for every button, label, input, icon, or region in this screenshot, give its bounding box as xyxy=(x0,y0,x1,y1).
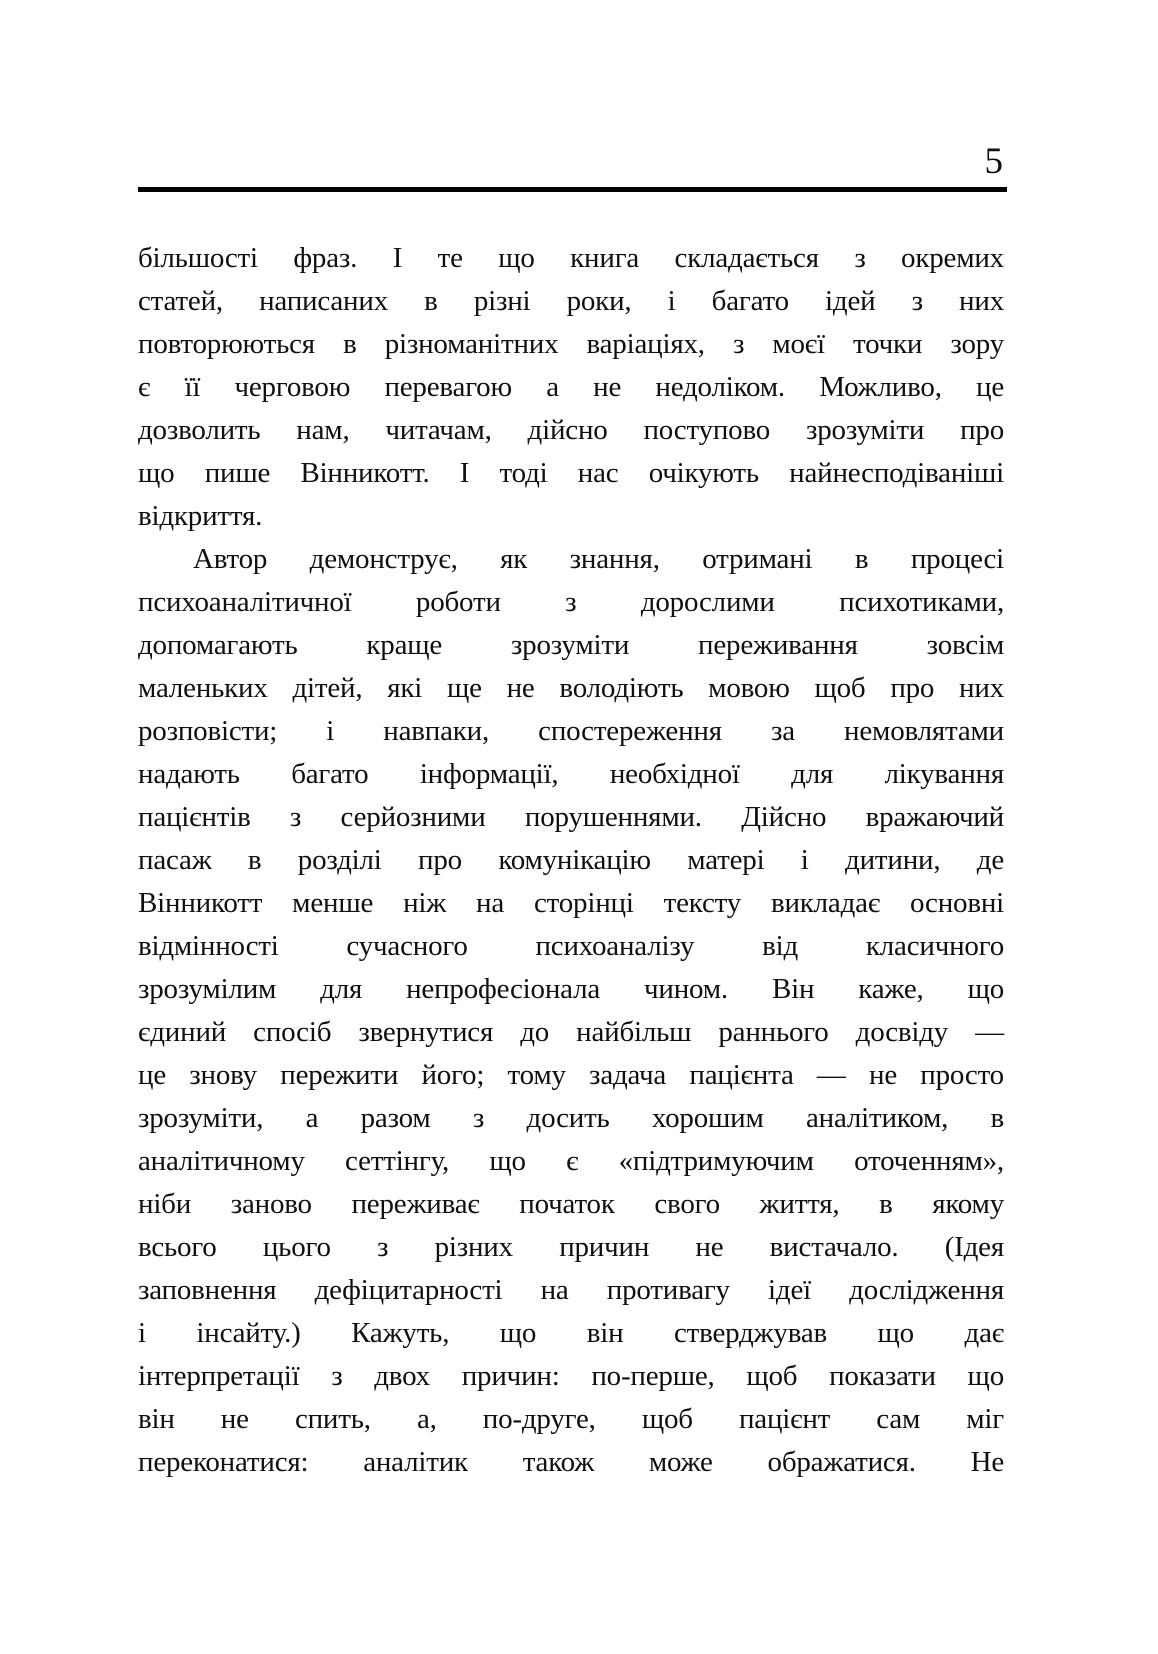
page-text xyxy=(138,237,1004,1484)
text-line: повторюються в різноманітних варіаціях, з моєї точки зору xyxy=(138,328,1004,360)
text-line: відмінності сучасного психоаналізу від класичного xyxy=(138,930,1004,962)
text-line: єдиний спосіб звернутися до найбільш раннього досвіду — xyxy=(138,1016,1004,1048)
text-line: надають багато інформації, необхідної для лікування xyxy=(138,758,1004,790)
text-line: зрозуміти, а разом з досить хорошим аналітиком, в xyxy=(138,1102,1004,1134)
text-line: зрозумілим для непрофесіонала чином. Він каже, що xyxy=(138,973,1004,1005)
text-line: психоаналітичної роботи з дорослими психотиками, xyxy=(138,586,1004,618)
text-line: він не спить, а, по-друге, щоб пацієнт сам міг xyxy=(138,1403,1004,1435)
text-line: є її черговою перевагою а не недоліком. Можливо, це xyxy=(138,371,1004,403)
text-line: маленьких дітей, які ще не володіють мовою щоб про них xyxy=(138,672,1004,704)
text-line: статей, написаних в різні роки, і багато ідей з них xyxy=(138,285,1004,317)
page-number: 5 xyxy=(984,141,1003,182)
text-line: всього цього з різних причин не вистачало. (Ідея xyxy=(138,1231,1004,1263)
paragraph xyxy=(138,237,1004,538)
text-line: заповнення дефіцитарності на противагу ідеї дослідження xyxy=(138,1274,1004,1306)
text-line: більшості фраз. І те що книга складається з окремих xyxy=(138,242,1004,274)
text-line: аналітичному сеттінгу, що є «підтримуючим оточенням», xyxy=(138,1145,1004,1177)
text-line: пацієнтів з серйозними порушеннями. Дійсно вражаючий xyxy=(138,801,1004,833)
text-line: пасаж в розділі про комунікацію матері і дитини, де xyxy=(138,844,1004,876)
text-line: Вінникотт менше ніж на сторінці тексту викладає основні xyxy=(138,887,1004,919)
text-line: відкриття. xyxy=(138,500,263,532)
text-line: допомагають краще зрозуміти переживання зовсім xyxy=(138,629,1004,661)
header-rule xyxy=(138,187,1007,192)
text-line: це знову пережити його; тому задача пацієнта — не просто xyxy=(138,1059,1004,1091)
text-line: переконатися: аналітик також може ображатися. Не xyxy=(138,1446,1004,1478)
text-line: ніби заново переживає початок свого життя, в якому xyxy=(138,1188,1004,1220)
text-line: і інсайту.) Кажуть, що він стверджував що дає xyxy=(138,1317,1004,1349)
text-line: Автор демонструє, як знання, отримані в процесі xyxy=(193,543,1004,575)
text-line: розповісти; і навпаки, спостереження за немовлятами xyxy=(138,715,1004,747)
text-line: що пише Вінникотт. І тоді нас очікують найнесподіваніші xyxy=(138,457,1004,489)
text-line: дозволить нам, читачам, дійсно поступово зрозуміти про xyxy=(138,414,1004,446)
paragraph xyxy=(138,538,1004,1484)
text-line: інтерпретації з двох причин: по-перше, щоб показати що xyxy=(138,1360,1004,1392)
